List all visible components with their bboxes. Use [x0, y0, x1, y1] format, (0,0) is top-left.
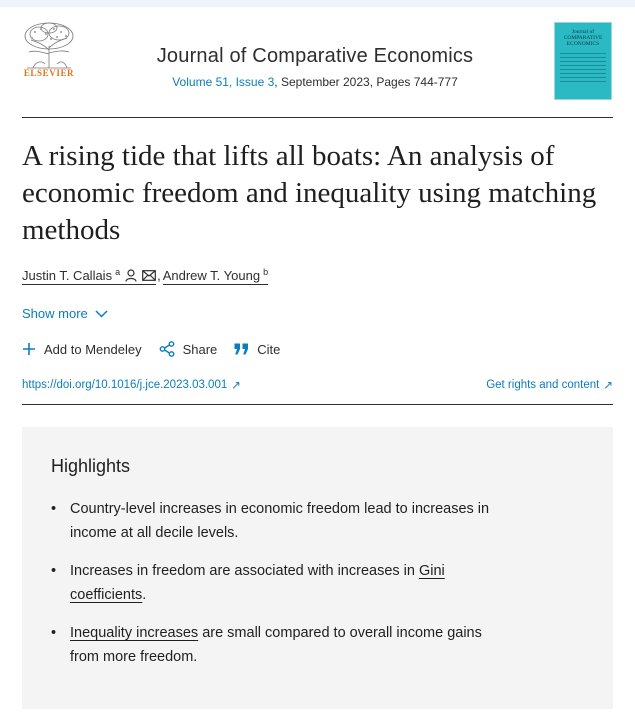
rights-link[interactable]: [486, 378, 613, 392]
action-label: Cite: [257, 341, 281, 357]
chevron-down-icon: [95, 310, 108, 318]
cover-decoration: [560, 53, 606, 82]
action-label: Share: [182, 341, 218, 357]
rights-text: Get rights and content: [486, 379, 600, 391]
bullet: •: [51, 563, 57, 579]
journal-meta-rest: , September 2023, Pages 744-777: [274, 75, 458, 89]
show-more-button[interactable]: [22, 306, 108, 321]
author-name: Justin T. Callais: [22, 268, 113, 283]
links-divider: [22, 404, 613, 405]
author-name: Andrew T. Young: [162, 268, 261, 283]
highlights-box: [22, 427, 613, 709]
highlight-text: Country-level increases in economic freedom lead to increases in income at all decile levels.: [70, 501, 490, 541]
highlight-text-end: are small compared to overall income gains from more freedom.: [70, 625, 482, 665]
volume-issue-link[interactable]: Volume 51, Issue 3: [172, 75, 275, 89]
author-list: [22, 268, 268, 285]
plus-icon: [22, 342, 36, 356]
list-item: [51, 497, 511, 545]
author-young[interactable]: [163, 268, 268, 285]
external-link-icon: ↗: [231, 380, 241, 392]
quote-icon: [234, 343, 249, 355]
highlights-heading: Highlights: [51, 456, 131, 476]
inequality-increases-link[interactable]: Inequality increases: [70, 625, 199, 641]
top-strip: [0, 0, 635, 7]
action-bar: [22, 341, 297, 357]
gini-coefficients-link[interactable]: Gini coefficients: [70, 563, 445, 603]
bullet: •: [51, 501, 57, 517]
author-callais[interactable]: [22, 268, 156, 285]
cover-title-line1: Journal of: [571, 29, 595, 35]
journal-title[interactable]: Journal of Comparative Economics: [156, 45, 474, 67]
list-item: [51, 559, 511, 607]
cover-title-line3: ECONOMICS: [566, 41, 600, 47]
external-link-icon: ↗: [603, 380, 613, 392]
journal-cover[interactable]: [554, 22, 612, 100]
journal-meta: [120, 75, 510, 89]
person-icon: [125, 269, 137, 282]
action-label: Add to Mendeley: [44, 341, 142, 357]
share-icon: [159, 341, 175, 357]
header-divider: [22, 117, 613, 118]
publisher-name: ELSEVIER: [23, 68, 75, 78]
highlight-text-end: .: [142, 587, 147, 603]
highlight-text: Increases in freedom are associated with increases in: [70, 563, 419, 579]
doi-link[interactable]: [22, 378, 241, 392]
doi-text: https://doi.org/10.1016/j.jce.2023.03.001: [22, 379, 228, 391]
cite-button[interactable]: [234, 342, 280, 357]
article-title: A rising tide that lifts all boats: An analysis of economic freedom and inequality using matching methods: [22, 140, 597, 246]
add-to-mendeley-button[interactable]: [22, 342, 142, 357]
show-more-label: Show more: [22, 306, 88, 321]
highlights-list: [51, 497, 511, 683]
list-item: [51, 621, 511, 669]
author-affiliation: a: [115, 266, 121, 277]
cover-title-line2: COMPARATIVE: [563, 35, 603, 41]
author-separator: ,: [157, 268, 161, 283]
envelope-icon: [142, 270, 156, 281]
bullet: •: [51, 625, 57, 641]
share-button[interactable]: [159, 341, 218, 357]
cover-title: [555, 29, 611, 47]
author-affiliation: b: [263, 266, 269, 277]
